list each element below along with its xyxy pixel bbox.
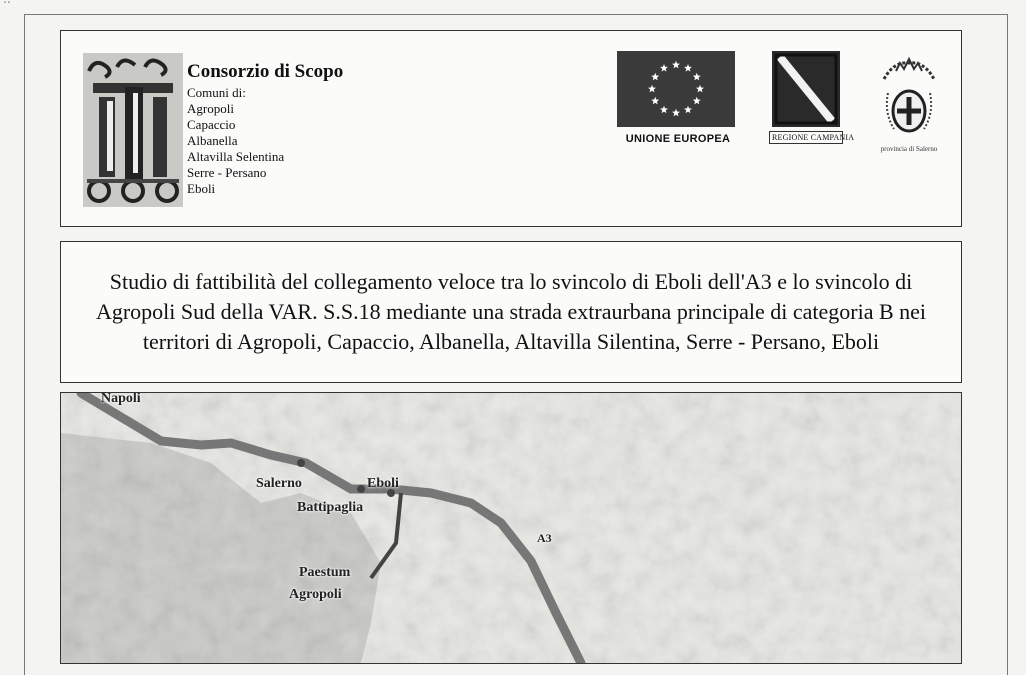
consortium-line: Altavilla Selentina	[187, 149, 285, 164]
map-label-paestum: Paestum	[299, 565, 351, 580]
eu-flag-icon	[617, 51, 735, 127]
campania-label: REGIONE CAMPANIA	[769, 131, 843, 144]
consortium-line: Albanella	[187, 133, 238, 148]
map-label-salerno: Salerno	[256, 476, 302, 491]
map-label-agropoli: Agropoli	[289, 587, 342, 602]
consortium-line: Serre - Persano	[187, 165, 267, 180]
scan-artifact: ▪︎ ▪︎	[4, 0, 10, 6]
consortium-line: Agropoli	[187, 101, 234, 116]
map-label-eboli: Eboli	[367, 476, 399, 491]
map-label-a3: A3	[537, 531, 552, 545]
location-map	[60, 392, 962, 664]
campania-emblem-icon	[772, 51, 840, 127]
campania-logo	[769, 51, 855, 144]
eu-label: UNIONE EUROPEA	[625, 133, 731, 145]
study-title: Studio di fattibilità del collegamento veloce tra lo svincolo di Eboli dell'A3 e lo svincolo di Agropoli Sud della VAR. S.S.18 mediante una strada extraurbana principale di categoria B nei territori di Agropoli, Capaccio, Albanella, Altavilla Silentina, Serre - Persano, Eboli	[95, 269, 927, 354]
map-label-napoli: Napoli	[101, 392, 141, 406]
consortium-line: Comuni di:	[187, 85, 246, 100]
consortium-logo-icon	[83, 53, 183, 207]
consortium-title: Consorzio di Scopo	[187, 61, 344, 82]
provincia-logo	[871, 53, 947, 153]
header-box	[60, 30, 962, 227]
provincia-crest-icon	[876, 53, 942, 149]
consortium-text	[187, 61, 343, 197]
consortium-line: Capaccio	[187, 117, 236, 132]
relief-map	[61, 393, 961, 663]
consortium-line: Eboli	[187, 181, 216, 196]
eu-logo	[617, 51, 739, 145]
map-label-battipaglia: Battipaglia	[297, 500, 364, 515]
title-box	[60, 241, 962, 383]
provincia-label: provincia di Salerno	[880, 145, 938, 153]
